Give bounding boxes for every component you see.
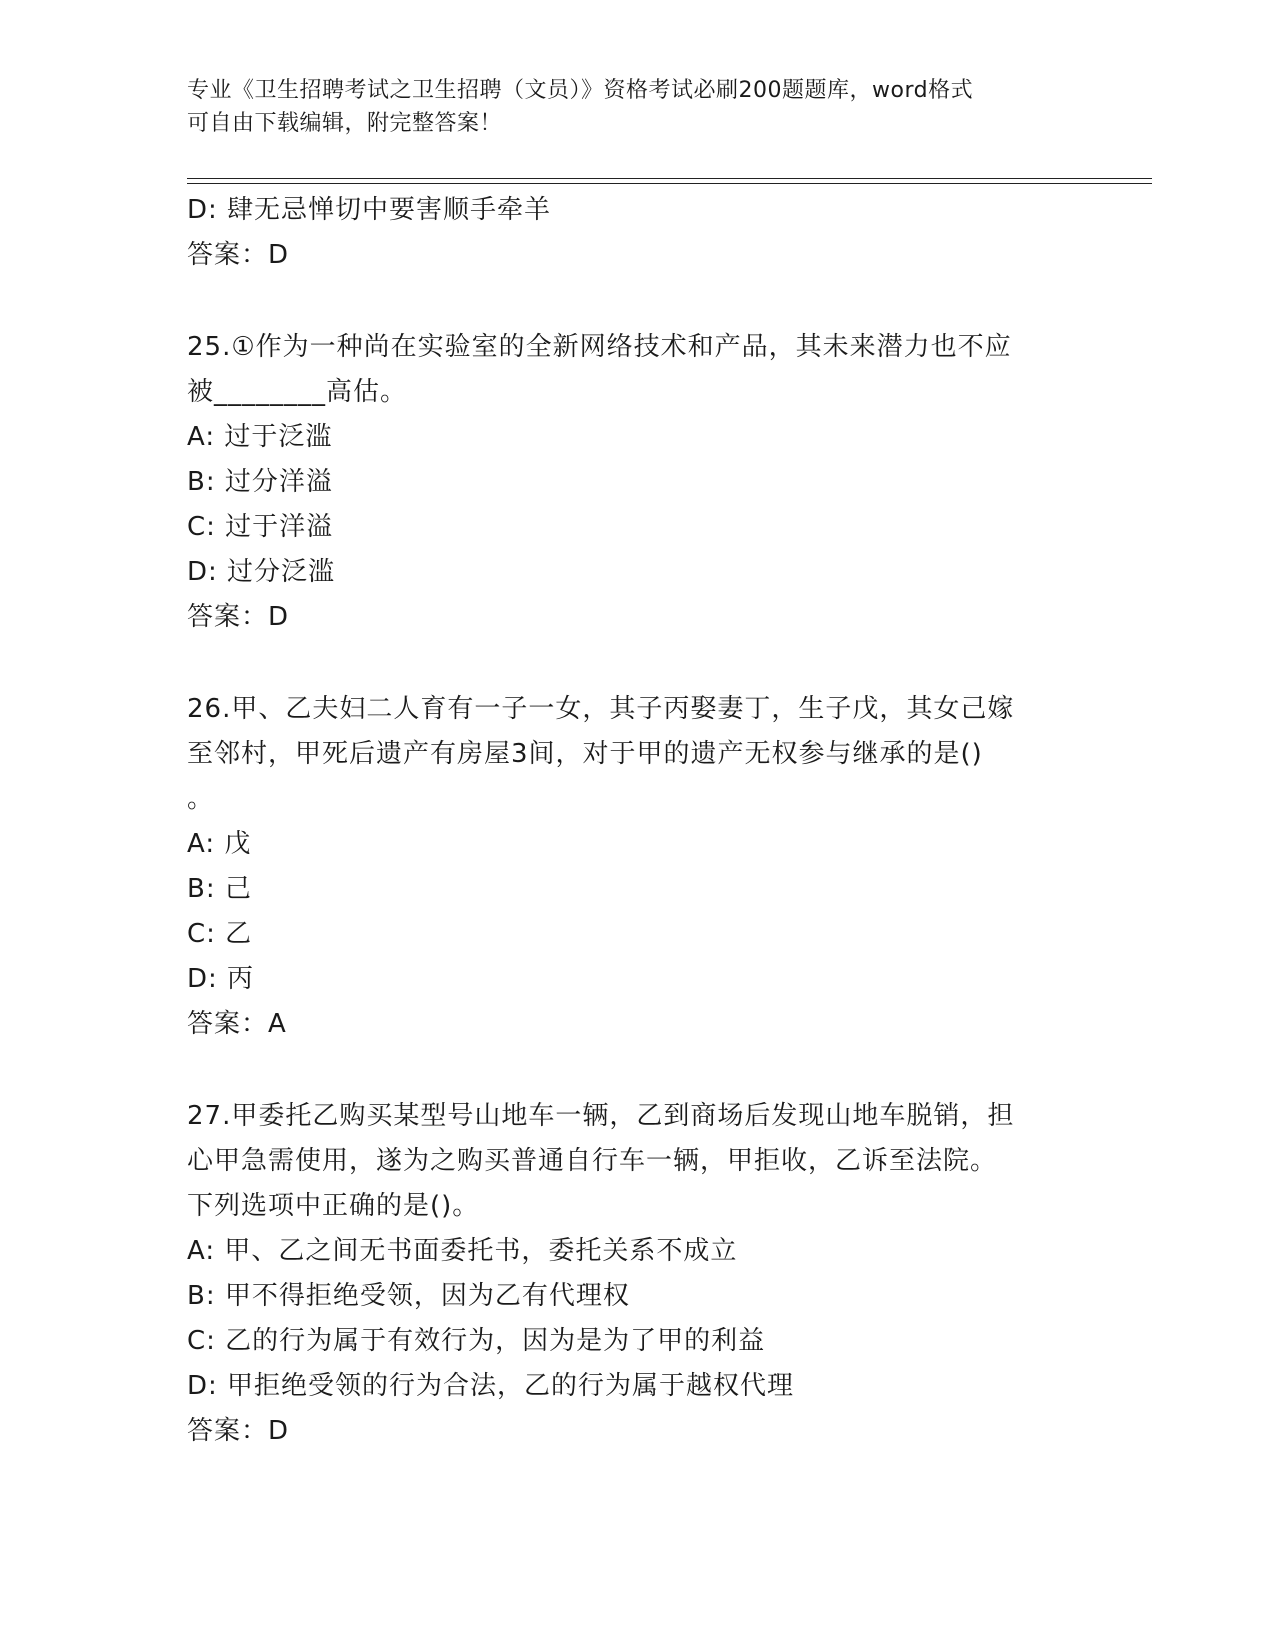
option-b: B: 过分洋溢: [187, 467, 333, 497]
question-27: [187, 1094, 1087, 1454]
spacer: [187, 640, 1087, 687]
answer: 答案：A: [187, 1009, 287, 1039]
question-stem: 至邻村，甲死后遗产有房屋3间，对于甲的遗产无权参与继承的是(): [187, 739, 983, 769]
option-c: C: 乙的行为属于有效行为，因为是为了甲的利益: [187, 1326, 766, 1356]
option-d: D: 甲拒绝受领的行为合法，乙的行为属于越权代理: [187, 1371, 795, 1401]
answer: 答案：D: [187, 240, 290, 270]
question-stem: 。: [187, 784, 215, 814]
option-c: C: 乙: [187, 919, 253, 949]
question-26: [187, 687, 1087, 1047]
question-24-tail: [187, 188, 1087, 278]
answer: 答案：D: [187, 602, 290, 632]
question-stem: 心甲急需使用，遂为之购买普通自行车一辆，甲拒收，乙诉至法院。: [187, 1146, 998, 1176]
option-d: D: 肆无忌惮切中要害顺手牵羊: [187, 195, 552, 225]
option-a: A: 甲、乙之间无书面委托书，委托关系不成立: [187, 1236, 738, 1266]
question-stem: 25.①作为一种尚在实验室的全新网络技术和产品，其未来潜力也不应: [187, 332, 1012, 362]
option-a: A: 过于泛滥: [187, 422, 333, 452]
question-list: [187, 188, 1087, 1454]
option-b: B: 己: [187, 874, 252, 904]
header-title-line-2: 可自由下载编辑，附完整答案！: [187, 111, 503, 136]
document-header: [187, 74, 1067, 140]
question-stem: 下列选项中正确的是()。: [187, 1191, 480, 1221]
question-stem: 被________高估。: [187, 377, 408, 407]
option-d: D: 丙: [187, 964, 255, 994]
spacer: [187, 278, 1087, 325]
spacer: [187, 1047, 1087, 1094]
question-25: [187, 325, 1087, 640]
option-b: B: 甲不得拒绝受领，因为乙有代理权: [187, 1281, 630, 1311]
question-stem: 26.甲、乙夫妇二人育有一子一女，其子丙娶妻丁，生子戊，其女己嫁: [187, 694, 1015, 724]
option-c: C: 过于洋溢: [187, 512, 334, 542]
header-divider-top: [187, 178, 1152, 179]
option-d: D: 过分泛滥: [187, 557, 336, 587]
question-stem: 27.甲委托乙购买某型号山地车一辆，乙到商场后发现山地车脱销，担: [187, 1101, 1015, 1131]
header-title-line-1: 专业《卫生招聘考试之卫生招聘（文员）》资格考试必刷200题题库，word格式: [187, 78, 974, 103]
header-divider-bottom: [187, 183, 1152, 184]
option-a: A: 戊: [187, 829, 252, 859]
answer: 答案：D: [187, 1416, 290, 1446]
